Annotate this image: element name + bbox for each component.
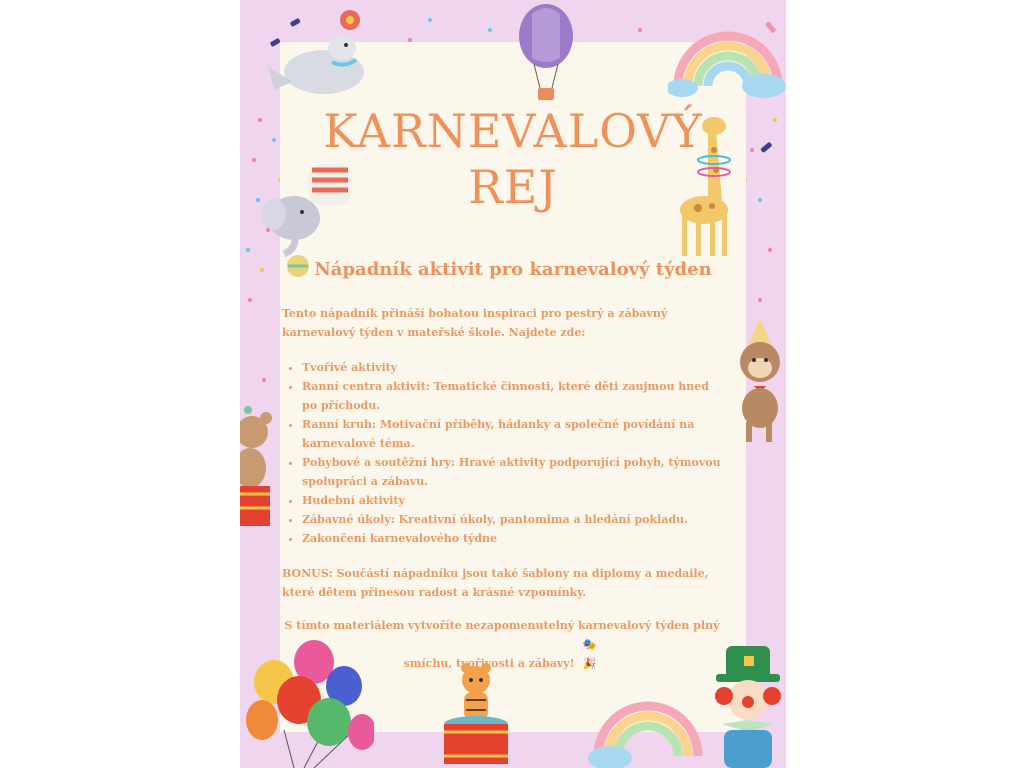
tiger-on-drum-illustration xyxy=(440,660,512,768)
poster-page xyxy=(240,0,786,768)
list-item: • Tvořivé aktivity xyxy=(302,358,722,377)
closing-text: S tímto materiálem vytvoříte nezapomenutelný karnevalový týden plný smíchu, tvořivosti a zábavy! xyxy=(284,619,720,670)
intro-paragraph: Tento nápadník přináší bohatou inspiraci pro pestrý a zábavný karnevalový týden v mateřské škole. Najdete zde: xyxy=(282,307,668,339)
content-block xyxy=(282,304,722,673)
list-item: • Hudební aktivity xyxy=(302,491,722,510)
bonus-paragraph: BONUS: Součástí nápadníku jsou také šablony na diplomy a medaile, které dětem přinesou radost a krásné vzpomínky. xyxy=(282,567,709,599)
list-item: • Ranní kruh: Motivační příběhy, hádanky a společné povídání na karnevalové téma. xyxy=(302,415,722,453)
list-item: • Ranní centra aktivit: Tematické činnosti, které děti zaujmou hned po příchodu. xyxy=(302,377,722,415)
monkey-illustration xyxy=(736,316,786,446)
closing-paragraph xyxy=(282,616,722,673)
list-item: • Pohybové a soutěžní hry: Hravé aktivity podporující pohyb, týmovou spolupráci a zábavu. xyxy=(302,453,722,491)
list-item: • Zábavné úkoly: Kreativní úkoly, pantomima a hledání pokladu. xyxy=(302,510,722,529)
title-line-2: REJ xyxy=(468,160,558,214)
activity-list xyxy=(282,358,722,548)
seal-illustration xyxy=(264,6,374,102)
rainbow-top-illustration xyxy=(668,6,786,100)
mask-party-emoji-icon: 🎭🎉 xyxy=(582,638,597,670)
subtitle: Nápadník aktivit pro karnevalový týden xyxy=(314,259,712,280)
bear-illustration xyxy=(240,398,280,528)
list-item: • Zakončení karnevalového týdne xyxy=(302,529,722,548)
rainbow-bottom-illustration xyxy=(588,672,708,768)
title-line-1: KARNEVALOVÝ xyxy=(323,104,703,158)
hot-air-balloon-illustration xyxy=(516,2,576,106)
